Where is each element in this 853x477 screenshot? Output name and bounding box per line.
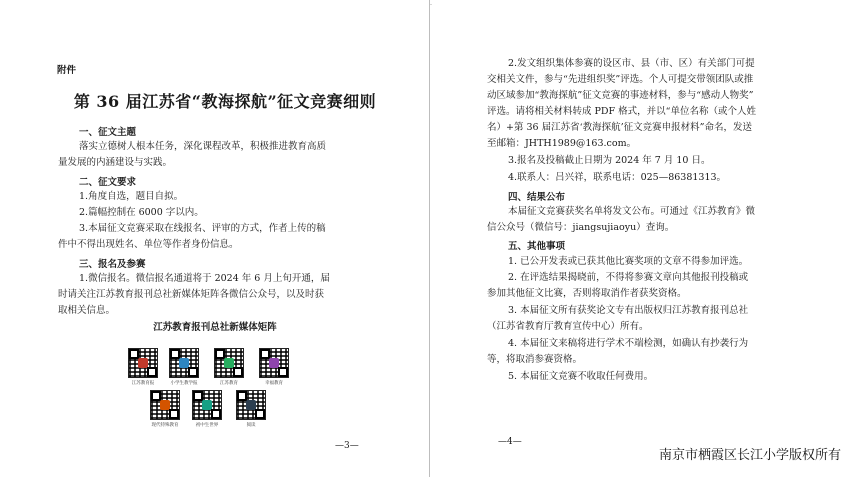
qr-code-1 [123,348,163,386]
section-1-line-1: 落实立德树人根本任务，深化课程改革，积极推进教育高质 [79,141,327,152]
qr-code-7 [231,390,271,428]
section-4-heading: 四、结果公布 [508,192,566,203]
qr-code-4 [254,348,294,386]
section-3-heading: 三、报名及参赛 [79,259,146,270]
qr-code-icon [150,390,180,420]
annex-label: 附件 [57,65,77,76]
section-3-line-1: 1.微信报名。微信报名通道将于 2024 年 6 月上旬开通，届 [79,273,330,284]
page-gutter [429,0,430,477]
right-line-4: 评选。请将相关材料转成 PDF 格式，并以“单位名称（或个人姓 [487,106,756,117]
qr-code-label: 江苏教育报 [131,381,155,386]
qr-code-label: 小学生教学报 [170,381,198,386]
section-5-heading: 五、其他事项 [508,241,566,252]
section-3-line-2: 时请关注江苏教育报刊总社新媒体矩阵各微信公众号，以及时获 [58,289,325,300]
section-5-line-7: 等，将取消参赛资格。 [487,354,583,365]
email-line: 至邮箱：JHTH1989@163.com。 [487,138,637,149]
qr-code-label: 幸福教育 [265,381,283,386]
section-2-heading: 二、征文要求 [79,177,137,188]
document-title: 第 36 届江苏省“教海探航”征文竞赛细则 [73,92,377,111]
right-line-1: 2.发文组织集体参赛的设区市、县（市、区）有关部门可提 [508,58,755,69]
qr-code-3 [209,348,249,386]
section-3-line-3: 取相关信息。 [58,305,116,316]
section-4-line-2: 信公众号（微信号：jiangsujiaoyu）查询。 [487,222,675,233]
copyright-watermark: 南京市栖霞区长江小学版权所有 [657,444,843,463]
qr-code-icon [214,348,244,378]
section-5-line-1: 1. 已公开发表或已获其他比赛奖项的文章不得参加评选。 [508,256,749,267]
section-1-line-2: 量发展的内涵建设与实践。 [58,157,173,168]
section-1-heading: 一、征文主题 [79,127,137,138]
right-line-3: 动区域参加“教海探航”征文竞赛的事迹材料，参与“感动人物奖” [487,90,754,101]
section-2-line-2: 2.篇幅控制在 6000 字以内。 [79,207,204,218]
qr-code-icon [169,348,199,378]
qr-code-icon [192,390,222,420]
qr-code-2 [164,348,204,386]
section-2-line-1: 1.角度自选，题目自拟。 [79,191,184,202]
section-5-line-8: 5. 本届征文竞赛不收取任何费用。 [508,371,654,382]
section-5-line-4: 3. 本届征文所有获奖论文专有出版权归江苏教育报刊总社 [508,305,749,316]
qr-code-icon [259,348,289,378]
qr-code-label: 江苏教育 [220,381,238,386]
qr-code-label: 现代特殊教育 [151,423,179,428]
media-matrix-title: 江苏教育报刊总社新媒体矩阵 [153,322,277,333]
section-5-line-5: （江苏省教育厅教育宣传中心）所有。 [487,321,649,332]
right-line-5: 名）+第 36 届江苏省‘教海探航’征文竞赛申报材料”命名，发送 [487,122,752,133]
section-2-line-3: 3.本届征文竞赛采取在线报名、评审的方式，作者上传的稿 [79,223,326,234]
section-5-line-3: 参加其他征文比赛，否则将取消作者获奖资格。 [487,288,687,299]
section-2-line-4: 件中不得出现姓名、单位等作者身份信息。 [58,239,239,250]
right-line-2: 交相关文件，参与“先进组织奖”评选。个人可提交带领团队或推 [487,74,754,85]
qr-code-label: 阅读 [246,423,256,428]
deadline-line: 3.报名及投稿截止日期为 2024 年 7 月 10 日。 [508,155,711,166]
contact-line: 4.联系人：吕兴祥，联系电话：025—86381313。 [508,172,727,183]
qr-code-5 [145,390,185,428]
qr-code-icon [128,348,158,378]
section-4-line-1: 本届征文竞赛获奖名单将发文公布。可通过《江苏教育》微 [508,206,756,217]
qr-code-label: 初中生世界 [195,423,219,428]
page-number-right: —4— [498,437,522,447]
page-number-left: —3— [335,441,359,451]
qr-code-6 [187,390,227,428]
section-5-line-6: 4. 本届征文来稿将进行学术不端检测，如确认有抄袭行为 [508,338,749,349]
page-right [432,0,853,477]
section-5-line-2: 2. 在评选结果揭晓前，不得将参赛文章向其他报刊投稿或 [508,272,749,283]
qr-code-icon [236,390,266,420]
